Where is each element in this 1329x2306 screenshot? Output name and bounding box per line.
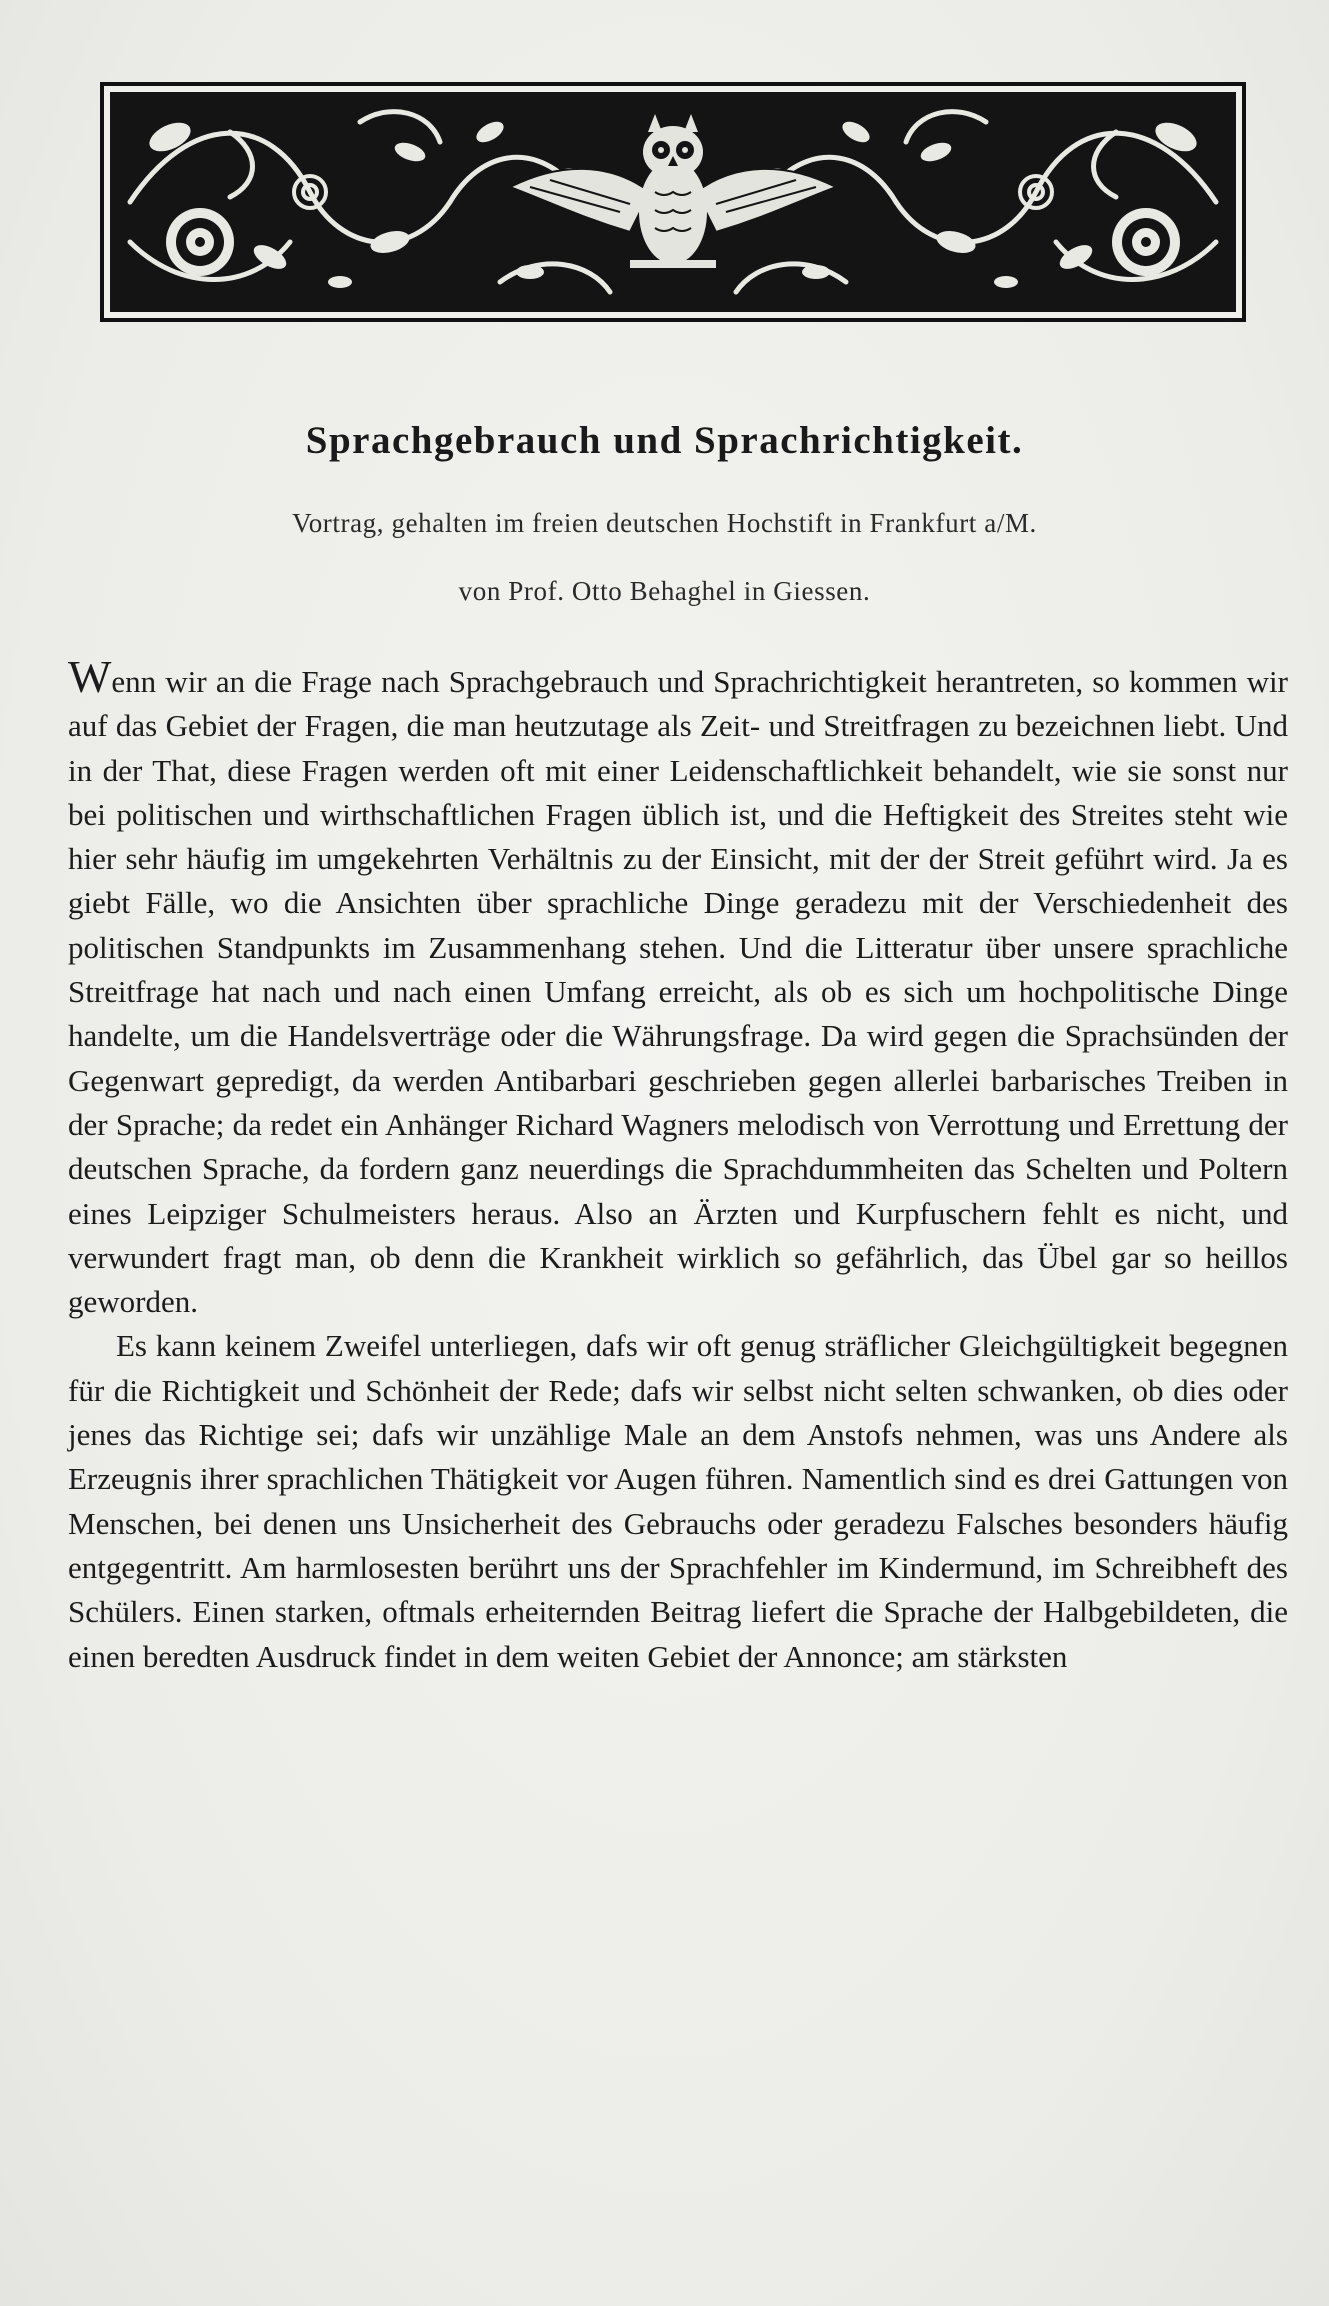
paragraph-2: Es kann keinem Zweifel unterliegen, dafs wir oft genug sträflicher Gleichgültigkeit begegnen für die Richtigkeit und Schönheit der Rede; dafs wir selbst nicht selten schwanken, ob dies oder jenes das Richtige sei; dafs wir unzählige Male an dem Anstofs nehmen, was uns Andere als Erzeugnis ihrer sprachlichen Thätigkeit vor Augen führen. Namentlich sind es drei Gattungen von Menschen, bei denen uns Unsicherheit des Gebrauchs oder geradezu Falsches besonders häufig entgegentritt. Am harmlosesten berührt uns der Sprachfehler im Kindermund, im Schreibheft des Schülers. Einen starken, oftmals erheiternden Beitrag liefert die Sprache der Halbgebildeten, die einen beredten Ausdruck findet in dem weiten Gebiet der Annonce; am stärksten (68, 1328, 1288, 1674)
paragraph-1 (68, 651, 1288, 1324)
initial-letter: W (68, 651, 112, 702)
article-subtitle-venue: Vortrag, gehalten im freien deutschen Hochstift in Frankfurt a/M. (292, 508, 1037, 538)
article-body (68, 651, 1288, 1679)
ornamental-headpiece (100, 82, 1246, 322)
owl-floral-headpiece-icon (110, 92, 1236, 312)
paragraph-1-text: enn wir an die Frage nach Sprachgebrauch und Sprachrichtigkeit herantreten, so kommen wir auf das Gebiet der Fragen, die man heutzutage als Zeit- und Streitfragen zu bezeichnen liebt. Und in der That, diese Fragen werden oft mit einer Leidenschaftlichkeit behandelt, wie sie sonst nur bei politischen und wirthschaftlichen Fragen üblich ist, und die Heftigkeit des Streites steht wie hier sehr häufig im umgekehrten Verhältnis zu der Einsicht, mit der der Streit geführt wird. Ja es giebt Fälle, wo die Ansichten über sprachliche Dinge geradezu mit der Verschiedenheit des politischen Standpunkts im Zusammenhang stehen. Und die Litteratur über unsere sprachliche Streitfrage hat nach und nach einen Umfang erreicht, als ob es sich um hochpolitische Dinge handelte, um die Handelsverträge oder die Währungsfrage. Da wird gegen die Sprachsünden der Gegenwart gepredigt, da werden Antibarbari geschrieben gegen allerlei barbarisches Treiben in der Sprache; da redet ein Anhänger Richard Wagners melodisch von Verrottung und Errettung der deutschen Sprache, da fordern ganz neuerdings die Sprachdummheiten das Schelten und Poltern eines Leipziger Schulmeisters heraus. Also an Ärzten und Kurpfuschern fehlt es nicht, und verwundert fragt man, ob denn die Krankheit wirklich so gefährlich, das Übel gar so heillos geworden. (68, 664, 1288, 1320)
article-subtitle-author: von Prof. Otto Behaghel in Giessen. (458, 576, 871, 606)
article-title: Sprachgebrauch und Sprachrichtigkeit. (305, 419, 1024, 462)
